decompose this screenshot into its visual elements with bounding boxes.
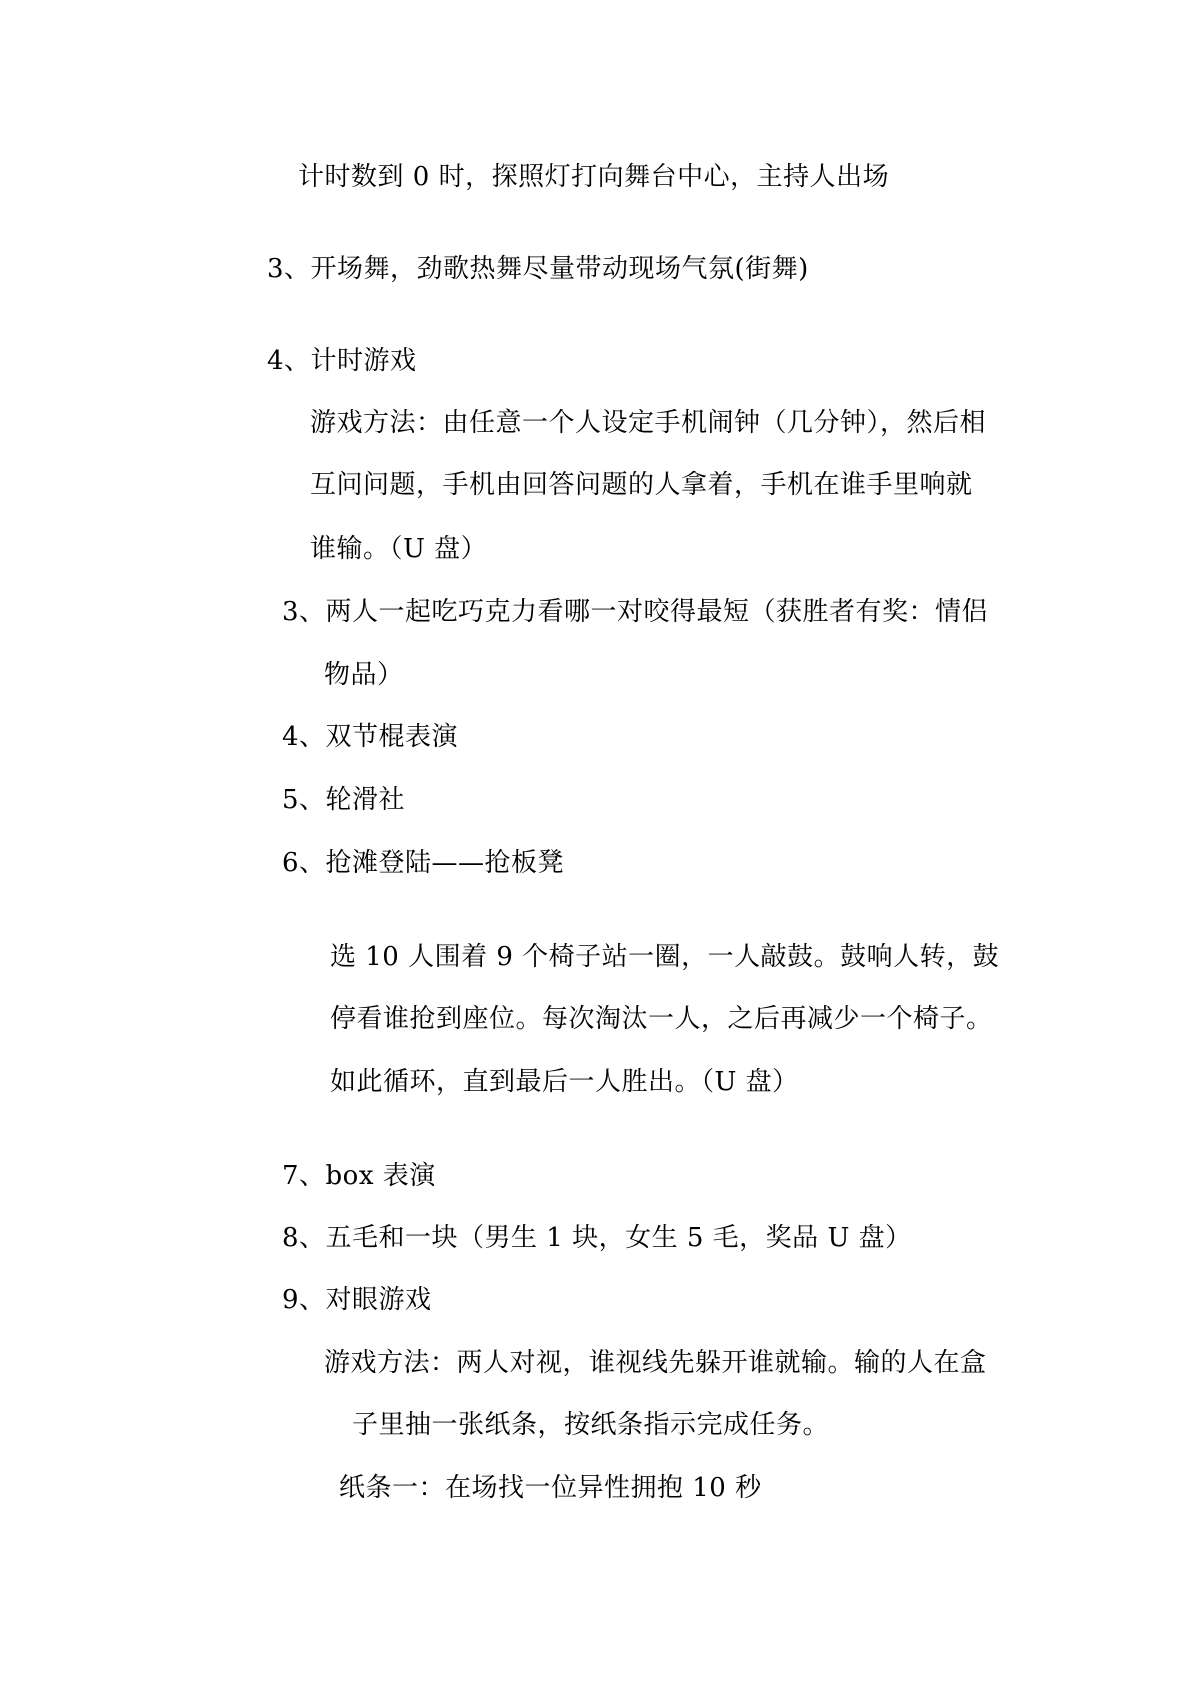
list-item: 3、两人一起吃巧克力看哪一对咬得最短（获胜者有奖：情侣 — [282, 597, 989, 627]
text-line: 互问问题，手机由回答问题的人拿着，手机在谁手里响就 — [310, 470, 973, 500]
text-line: 游戏方法：两人对视，谁视线先躲开谁就输。输的人在盒 — [324, 1348, 987, 1378]
text-line: 计时数到 0 时，探照灯打向舞台中心，主持人出场 — [298, 162, 890, 192]
list-item: 7、box 表演 — [282, 1161, 436, 1191]
list-item: 5、轮滑社 — [282, 785, 406, 815]
list-item: 4、双节棍表演 — [282, 722, 459, 752]
text-line: 谁输。（U 盘） — [310, 534, 488, 564]
list-item: 3、开场舞，劲歌热舞尽量带动现场气氛(街舞) — [267, 254, 809, 284]
text-line: 子里抽一张纸条，按纸条指示完成任务。 — [352, 1410, 830, 1440]
text-line: 游戏方法：由任意一个人设定手机闹钟（几分钟），然后相 — [310, 408, 987, 438]
list-item: 8、五毛和一块（男生 1 块，女生 5 毛，奖品 U 盘） — [282, 1223, 912, 1253]
text-line: 物品） — [324, 660, 404, 690]
text-line: 纸条一：在场找一位异性拥抱 10 秒 — [339, 1473, 762, 1503]
text-line: 选 10 人围着 9 个椅子站一圈，一人敲鼓。鼓响人转，鼓 — [330, 942, 1000, 972]
text-line: 停看谁抢到座位。每次淘汰一人，之后再减少一个椅子。 — [330, 1004, 993, 1034]
list-item: 6、抢滩登陆——抢板凳 — [282, 848, 565, 878]
list-item: 9、对眼游戏 — [282, 1285, 432, 1315]
list-item: 4、计时游戏 — [267, 346, 417, 376]
text-line: 如此循环，直到最后一人胜出。（U 盘） — [330, 1067, 799, 1097]
